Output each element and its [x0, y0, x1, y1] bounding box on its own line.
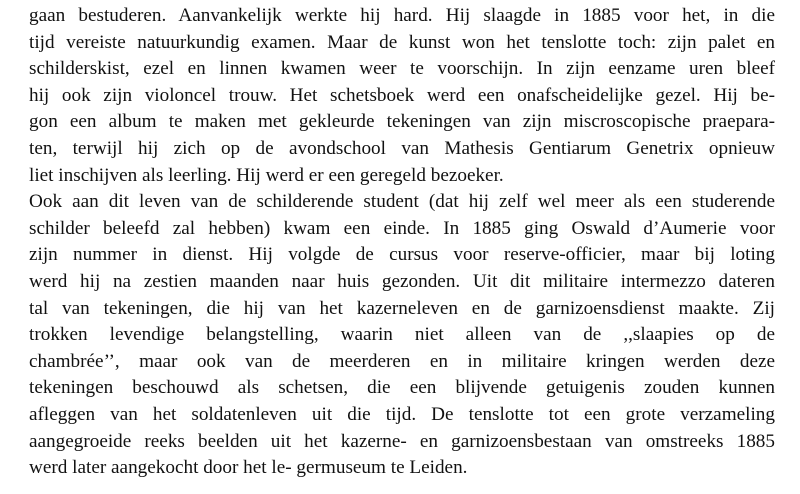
text-line: tal van tekeningen, die hij van het kazerneleven en de garnizoensdienst maakte. Zij	[29, 297, 775, 319]
text-line: schilderskist, ezel en linnen kwamen weer te voorschijn. In zijn eenzame uren bleef	[29, 58, 775, 80]
text-line: werd later aangekocht door het le- germuseum te Leiden.	[29, 457, 468, 479]
text-line: zijn nummer in dienst. Hij volgde de cursus voor reserve-officier, maar bij loting	[29, 244, 775, 266]
text-line: hij ook zijn violoncel trouw. Het schetsboek werd een onafscheidelijke gezel. Hij be-	[29, 84, 775, 106]
text-line: chambrée’’, maar ook van de meerderen en in militaire kringen werden deze	[29, 350, 775, 372]
text-line: Ook aan dit leven van de schilderende student (dat hij zelf wel meer als een studerende	[29, 191, 775, 213]
text-line: tekeningen beschouwd als schetsen, die een blijvende getuigenis zouden kunnen	[29, 377, 775, 399]
text-line: tijd vereiste natuurkundig examen. Maar de kunst won het tenslotte toch: zijn palet en	[29, 31, 775, 53]
text-line: schilder beleefd zal hebben) kwam een einde. In 1885 ging Oswald d’Aumerie voor	[29, 217, 775, 239]
text-line: afleggen van het soldatenleven uit die tijd. De tenslotte tot een grote verzameling	[29, 403, 775, 425]
text-line: gon een album te maken met gekleurde tekeningen van zijn miscroscopische praepara-	[29, 111, 775, 133]
document-page	[29, 3, 775, 482]
text-line: liet inschijven als leerling. Hij werd er een geregeld bezoeker.	[29, 164, 504, 186]
text-line: gaan bestuderen. Aanvankelijk werkte hij hard. Hij slaagde in 1885 voor het, in die	[29, 5, 775, 26]
text-line: aangegroeide reeks beelden uit het kazerne- en garnizoensbestaan van omstreeks 1885	[29, 430, 775, 452]
text-line: werd hij na zestien maanden naar huis gezonden. Uit dit militaire intermezzo dateren	[29, 270, 775, 292]
text-line: ten, terwijl hij zich op de avondschool van Mathesis Gentiarum Genetrix opnieuw	[29, 137, 775, 159]
text-line: trokken levendige belangstelling, waarin niet alleen van de ,,slaapies op de	[29, 324, 775, 346]
